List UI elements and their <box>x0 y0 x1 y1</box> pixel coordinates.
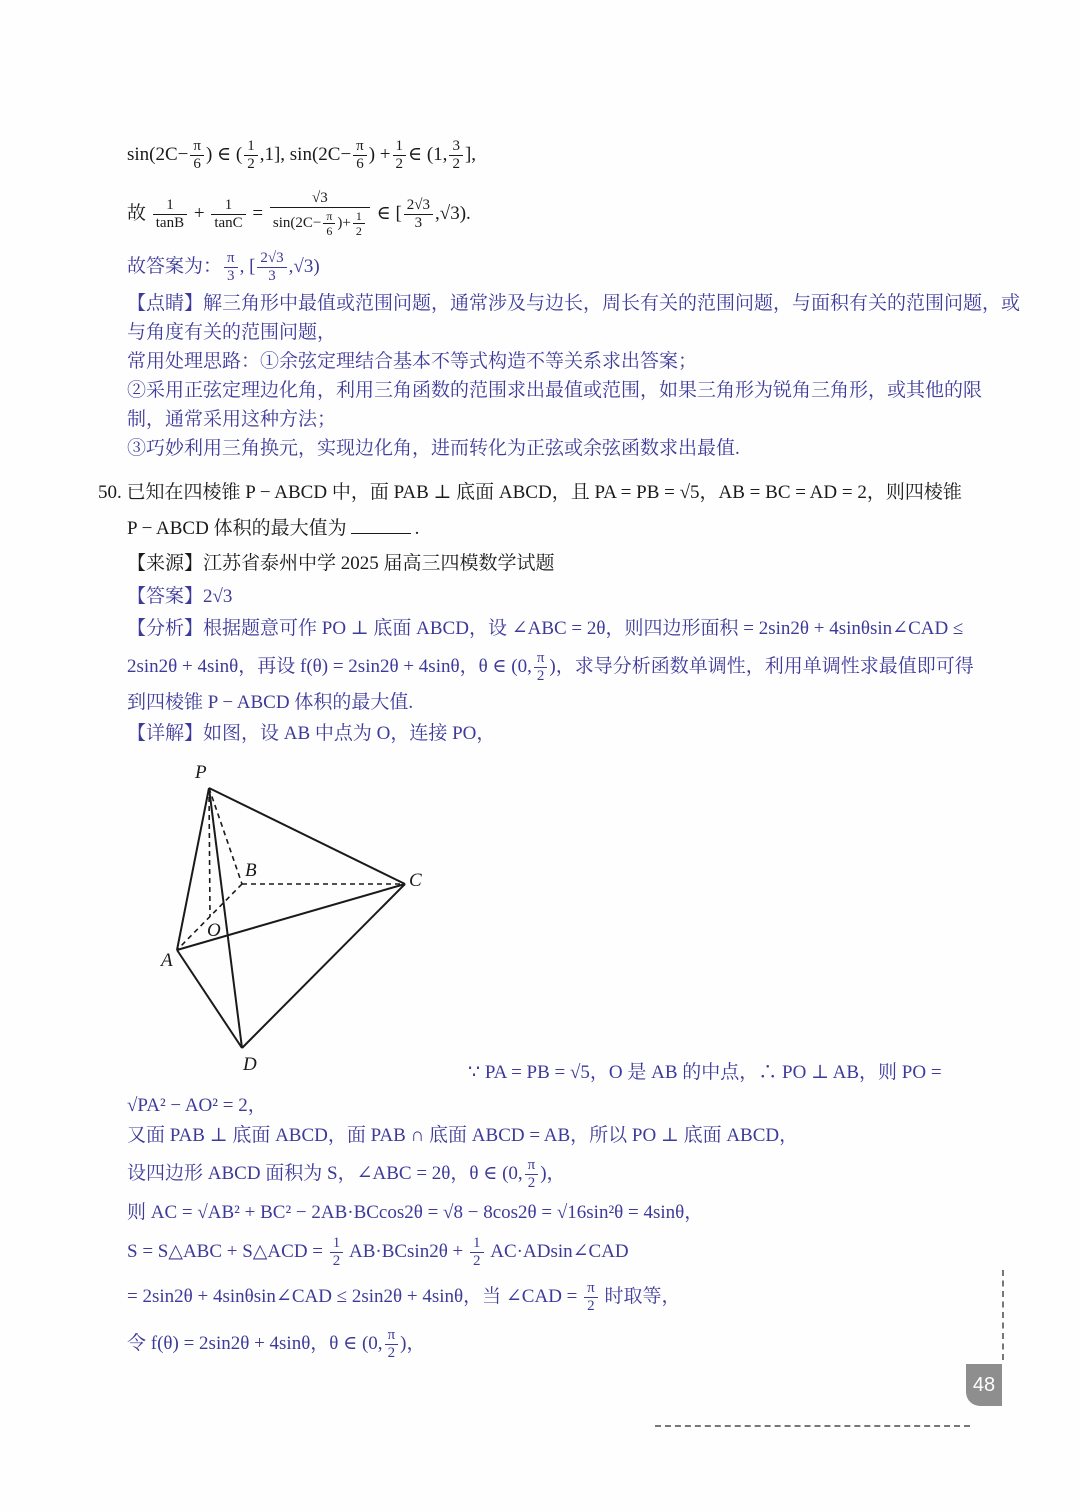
fraction <box>353 209 365 238</box>
text: )， <box>400 1332 426 1354</box>
den: 6 <box>326 224 333 238</box>
solution-line-6 <box>127 1235 629 1270</box>
analysis-line-3: 到四棱锥 P − ABCD 体积的最大值. <box>127 692 414 713</box>
text: 设四边形 ABCD 面积为 S，∠ABC = 2θ，θ ∈ (0, <box>127 1162 523 1184</box>
num: 1 <box>393 138 407 156</box>
num: 1 <box>211 197 245 215</box>
text: 故 <box>127 202 147 224</box>
fraction <box>330 1235 344 1270</box>
text: ,1], sin(2C− <box>259 143 352 165</box>
dianjing-line-1: 【点睛】解三角形中最值或范围问题，通常涉及与边长，周长有关的范围问题，与面积有关的范围问题，或 <box>127 293 1021 314</box>
top-line-1 <box>127 138 476 173</box>
den: tanB <box>155 215 185 231</box>
corner-dashed-vertical <box>1002 1270 1004 1360</box>
den: 2 <box>387 1345 396 1361</box>
answer-line <box>127 250 320 285</box>
den: 2 <box>452 156 460 172</box>
den: 2 <box>536 668 545 684</box>
text: P − ABCD 体积的最大值为 <box>127 518 347 539</box>
text: AB·BCsin2θ + <box>348 1240 464 1262</box>
num: 2√3 <box>257 250 286 268</box>
den: 3 <box>268 268 276 284</box>
detail-line: 【详解】如图，设 AB 中点为 O，连接 PO， <box>127 723 496 744</box>
den: 2 <box>527 1175 536 1191</box>
text: , [ <box>239 255 256 277</box>
answer-tag: 【答案】2√3 <box>127 586 233 607</box>
fraction <box>449 138 463 173</box>
num: 2√3 <box>404 197 433 215</box>
den: 3 <box>227 268 235 284</box>
source-line: 【来源】江苏省泰州中学 2025 届高三四模数学试题 <box>127 553 555 574</box>
text: ,√3) <box>288 255 320 277</box>
solution-line-8 <box>127 1327 425 1362</box>
fraction <box>270 190 370 239</box>
fraction <box>385 1327 399 1362</box>
num: π <box>534 650 548 668</box>
fraction <box>190 138 204 173</box>
num: π <box>584 1280 598 1298</box>
fraction <box>584 1280 598 1315</box>
label-P: P <box>195 762 207 783</box>
num: 1 <box>470 1235 484 1253</box>
edge-PD <box>209 788 242 1048</box>
text: ,√3). <box>435 202 471 224</box>
text: )+ <box>337 214 351 231</box>
den: 2 <box>587 1298 595 1314</box>
text: ) ∈ ( <box>205 143 243 165</box>
den: 6 <box>356 156 364 172</box>
edge-PA <box>177 788 209 950</box>
fraction <box>244 138 258 173</box>
num: π <box>190 138 204 156</box>
num: π <box>385 1327 399 1345</box>
fraction <box>224 250 238 285</box>
text: 2sin2θ + 4sinθ，再设 f(θ) = 2sin2θ + 4sinθ，θ ∈ (0, <box>127 655 532 677</box>
num: 1 <box>353 209 365 224</box>
solution-line-1: ∵ PA = PB = √5，O 是 AB 的中点，∴ PO ⊥ AB，则 PO = <box>468 1062 942 1083</box>
text: ) + <box>368 143 391 165</box>
text: 令 f(θ) = 2sin2θ + 4sinθ，θ ∈ (0, <box>127 1332 383 1354</box>
num: π <box>353 138 367 156</box>
num: 3 <box>449 138 463 156</box>
page-number: 48 <box>966 1364 1002 1406</box>
corner-dashed-horizontal <box>655 1425 970 1427</box>
label-B: B <box>245 860 257 881</box>
text: = <box>252 202 264 224</box>
num: π <box>525 1157 539 1175</box>
answer-blank <box>351 533 411 534</box>
fraction <box>257 250 286 285</box>
fraction <box>323 209 335 238</box>
dianjing-line-4: ②采用正弦定理边化角，利用三角函数的范围求出最值或范围，如果三角形为锐角三角形，或其他的限 <box>127 380 983 401</box>
edge-PO-hidden <box>209 788 210 916</box>
den: 3 <box>414 215 423 231</box>
dianjing-line-5: 制，通常采用这种方法； <box>127 409 337 430</box>
text: ∈ (1, <box>408 143 448 165</box>
fraction <box>393 138 407 173</box>
den: 2 <box>473 1253 481 1269</box>
den <box>270 208 370 239</box>
fraction <box>525 1157 539 1192</box>
fraction <box>404 197 433 232</box>
text: )， <box>540 1162 566 1184</box>
num: 1 <box>244 138 258 156</box>
fraction <box>211 197 245 232</box>
text: . <box>414 518 420 539</box>
text: 故答案为： <box>127 255 223 277</box>
num: √3 <box>270 190 370 208</box>
label-O: O <box>207 920 221 941</box>
dianjing-line-6: ③巧妙利用三角换元，实现边化角，进而转化为正弦或余弦函数求出最值. <box>127 438 740 459</box>
dianjing-line-2: 与角度有关的范围问题， <box>127 322 337 343</box>
solution-line-5: 则 AC = √AB² + BC² − 2AB·BCcos2θ = √8 − 8cos2θ = √16sin²θ = 4sinθ， <box>127 1202 704 1223</box>
question-line-1: 50. 已知在四棱锥 P − ABCD 中，面 PAB ⊥ 底面 ABCD，且 PA = PB = √5，AB = BC = AD = 2，则四棱锥 <box>98 482 962 503</box>
solution-line-7 <box>127 1280 680 1315</box>
den: 2 <box>332 1253 341 1269</box>
label-C: C <box>409 870 422 891</box>
text: AC·ADsin∠CAD <box>490 1240 629 1262</box>
analysis-line-2 <box>127 650 974 685</box>
question-line-2 <box>127 516 419 542</box>
label-D: D <box>243 1054 257 1075</box>
solution-line-4 <box>127 1157 566 1192</box>
num: 1 <box>153 197 187 215</box>
den: 2 <box>395 156 404 172</box>
text: ], <box>464 143 477 165</box>
den: 2 <box>247 156 255 172</box>
text: + <box>193 202 205 224</box>
text: sin(2C− <box>127 143 189 165</box>
solution-line-2: √PA² − AO² = 2， <box>127 1095 267 1116</box>
fraction <box>353 138 367 173</box>
pyramid-figure <box>155 758 445 1078</box>
text: 时取等， <box>604 1285 681 1307</box>
fraction <box>534 650 548 685</box>
top-line-2 <box>127 190 471 239</box>
text: sin(2C− <box>272 214 322 231</box>
fraction <box>470 1235 484 1270</box>
text: = 2sin2θ + 4sinθsin∠CAD ≤ 2sin2θ + 4sinθ，当 ∠CAD = <box>127 1285 578 1307</box>
den: tanC <box>214 215 243 231</box>
den: 2 <box>355 224 362 238</box>
fraction <box>153 197 187 232</box>
text: S = S△ABC + S△ACD = <box>127 1240 324 1262</box>
edge-PC <box>209 788 405 884</box>
num: 1 <box>330 1235 344 1253</box>
text: )，求导分析函数单调性，利用单调性求最值即可得 <box>549 655 974 677</box>
den: 6 <box>193 156 201 172</box>
label-A: A <box>161 950 173 971</box>
solution-line-3: 又面 PAB ⊥ 底面 ABCD，面 PAB ∩ 底面 ABCD = AB，所以 PO ⊥ 底面 ABCD， <box>127 1125 799 1146</box>
dianjing-line-3: 常用处理思路：①余弦定理结合基本不等式构造不等关系求出答案； <box>127 351 698 372</box>
text: ∈ [ <box>376 202 402 224</box>
num: π <box>224 250 238 268</box>
num: π <box>323 209 335 224</box>
analysis-line-1: 【分析】根据题意可作 PO ⊥ 底面 ABCD，设 ∠ABC = 2θ，则四边形面积 = 2sin2θ + 4sinθsin∠CAD ≤ <box>127 618 964 639</box>
